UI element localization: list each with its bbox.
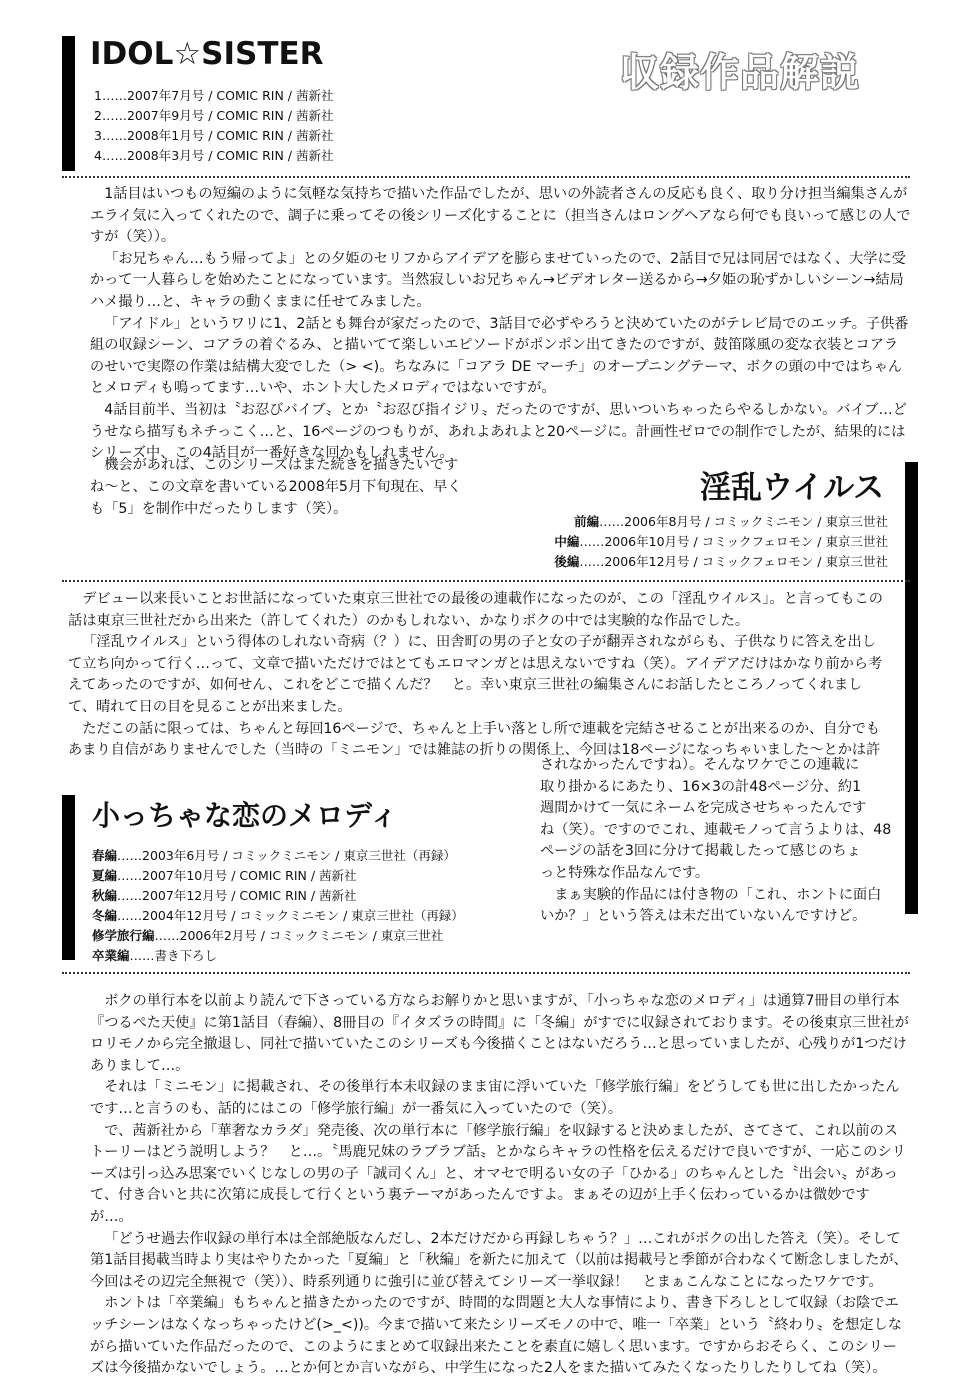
credit-detail: ……2006年8月号 / コミックミニモン / 東京三世社 bbox=[599, 514, 888, 529]
paragraph: ホントは「卒業編」もちゃんと描きたかったのですが、時間的な問題と大人な事情により、書き下ろしとして収録（お陰でエッチシーンはなくなっちゃったけど(>_<))。今まで描いて来たシリーズモノの中で、唯一「卒業」という〝終わり〟を想定しながら描いていた作品だったので、このようにまとめて収録出来たことを素直に嬉しく思います。ですからおそらく、このシリーズは今後描かないでしょう。…とか何とか言いながら、中学生になった2人をまた描いてみたくなったりしたりしてね（笑）。 bbox=[90, 1295, 902, 1377]
credit-line bbox=[92, 906, 464, 926]
credits-inran-virus bbox=[470, 512, 888, 572]
credit-label: 秋編 bbox=[92, 888, 118, 903]
paragraph: 4話目前半、当初は〝お忍びバイブ〟とか〝お忍び指イジリ〟だったのですが、思いついちゃったらやるしかない。バイブ…どうせなら描写もネチっこく…と、16ページのつもりが、あれよあれよと20ページに。計画性ゼロでの制作でしたが、結果的にはシリーズ中、この4話目が一番好きな回かもしれません。 bbox=[90, 401, 907, 462]
credit-line bbox=[470, 512, 888, 532]
text-line: 取り掛かるにあたり、16×3の計48ページ分、約1 bbox=[540, 778, 862, 795]
credit-line: 4……2008年3月号 / COMIC RIN / 茜新社 bbox=[94, 148, 334, 163]
paragraph: ただこの話に限っては、ちゃんと毎回16ページで、ちゃんと上手い落とし所で連載を完結させることが出来るのか、自分でもあまり自信がありませんでした（当時の「ミニモン」では雑誌の折りの関係上、今回は18ページになっちゃいました〜とかは許 bbox=[68, 720, 881, 759]
section-bar-idol-sister bbox=[62, 36, 75, 171]
section-title-idol-sister: IDOL☆SISTER bbox=[90, 36, 324, 72]
text-line: まぁ実験的作品には付き物の「これ、ホントに面白 bbox=[554, 886, 882, 903]
text-line: されなかったんですね）。そんなワケでこの連載に bbox=[540, 757, 860, 773]
credit-label: 中編 bbox=[554, 534, 580, 549]
credit-label: 春編 bbox=[92, 848, 118, 863]
credit-line: 3……2008年1月号 / COMIC RIN / 茜新社 bbox=[94, 128, 334, 143]
paragraph: 「淫乱ウイルス」という得体のしれない奇病（？）に、田舎町の男の子と女の子が翻弄されながらも、子供なりに答えを出して立ち向かって行く…って、文章で描いただけではとてもエロマンガとは思えないですね（笑）。アイデアだけはかなり前から考えてあったのですが、如何せん、これをどこで描くんだ？ と。幸い東京三世社の編集さんにお話したところノってくれまして、晴れて日の目を見ることが出来ました。 bbox=[68, 634, 883, 715]
text-line: ね〜と、この文章を書いている2008年5月下旬現在、早く bbox=[90, 479, 462, 495]
divider bbox=[62, 972, 910, 974]
credit-label: 卒業編 bbox=[92, 948, 130, 963]
paragraph: デビュー以来長いことお世話になっていた東京三世社での最後の連載作になったのが、この「淫乱ウイルス」。と言ってもこの話は東京三世社だから出来た（許してくれた）のかもしれない、かなりボクの中では実験的な作品でした。 bbox=[68, 591, 883, 629]
credit-line bbox=[92, 886, 464, 906]
credit-detail: ……書き下ろし bbox=[129, 948, 218, 963]
text-line: ページの話を3回に分けて掲載したって感じのちょ bbox=[540, 843, 861, 860]
text-line: いか？」という答えは未だ出ていないんですけど。 bbox=[540, 908, 867, 925]
continued-inran-virus bbox=[540, 755, 900, 928]
paragraph: 「どうせ過去作収録の単行本は全部絶版なんだし、2本だけだから再録しちゃう？」…これがボクの出した答え（笑）。そして第1話目掲載当時より実はやりたかった「夏編」と「秋編」を新たに加えて（以前は掲載号と季節が合わなくて断念しましたが、今回はその辺完全無視で（笑））、時系列通りに強引に並び替えてシリーズ一挙収録！ とまぁこんなことになったワケです。 bbox=[90, 1230, 908, 1290]
body-inran-virus bbox=[68, 589, 888, 762]
credit-line bbox=[470, 552, 888, 572]
credit-label: 後編 bbox=[554, 554, 580, 569]
credit-label: 前編 bbox=[574, 514, 600, 529]
credit-detail: ……2007年10月号 / COMIC RIN / 茜新社 bbox=[117, 868, 357, 883]
closing-idol-sister bbox=[90, 454, 510, 520]
section-title-inran-virus: 淫乱ウイルス bbox=[700, 470, 885, 506]
paragraph: それは「ミニモン」に掲載され、その後単行本未収録のまま宙に浮いていた「修学旅行編」をどうしても世に出したかったんです…と言うのも、話的にはこの「修学旅行編」が一番気に入っていたので（笑）。 bbox=[90, 1079, 900, 1117]
credit-line bbox=[92, 946, 464, 966]
credit-detail: ……2004年12月号 / コミックミニモン / 東京三世社（再録） bbox=[117, 908, 464, 923]
text-line: ね（笑）。ですのでこれ、連載モノって言うよりは、48 bbox=[540, 821, 892, 838]
page-header: 収録作品解説 bbox=[620, 51, 861, 96]
body-idol-sister bbox=[90, 184, 912, 465]
section-bar-chicchana bbox=[62, 795, 75, 960]
credit-line bbox=[92, 926, 464, 946]
paragraph: 1話目はいつもの短編のように気軽な気持ちで描いた作品でしたが、思いの外読者さんの反応も良く、取り分け担当編集さんがエライ気に入ってくれたので、調子に乗ってその後シリーズ化することに（担当さんはロングヘアなら何でも良いって感じの人ですが（笑））。 bbox=[90, 186, 911, 246]
credit-detail: ……2006年2月号 / コミックミニモン / 東京三世社 bbox=[154, 928, 444, 943]
section-title-chicchana: 小っちゃな恋のメロディ bbox=[92, 799, 398, 832]
paragraph: で、茜新社から「華奢なカラダ」発売後、次の単行本に「修学旅行編」を収録すると決めましたが、さてさて、これ以前のストーリーはどう説明しよう？ と…。〝馬鹿兄妹のラブラブ話〟とかならキャラの性格を伝えるだけで良いですが、一応このシリーズは引っ込み思案でいくじなしの男の子「誠司くん」と、オマセで明るい女の子「ひかる」のちゃんとした〝出会い〟があって、付き合いと共に次第に成長して行くという裏テーマがあったんですよ。まぁその辺が上手く伝わっているかは微妙ですが…。 bbox=[90, 1122, 906, 1225]
credit-detail: ……2006年12月号 / コミックフェロモン / 東京三世社 bbox=[579, 554, 888, 569]
credit-detail: ……2003年6月号 / コミックミニモン / 東京三世社（再録） bbox=[117, 848, 456, 863]
divider bbox=[62, 580, 910, 582]
text-line: っと特殊な作品なんです。 bbox=[540, 864, 710, 881]
credit-detail: ……2006年10月号 / コミックフェロモン / 東京三世社 bbox=[579, 534, 888, 549]
credit-line bbox=[92, 866, 464, 886]
divider bbox=[62, 176, 910, 178]
credit-detail: ……2007年12月号 / COMIC RIN / 茜新社 bbox=[117, 888, 357, 903]
credit-line bbox=[92, 846, 464, 866]
credit-line: 2……2007年9月号 / COMIC RIN / 茜新社 bbox=[94, 108, 334, 123]
credits-chicchana bbox=[92, 846, 464, 966]
paragraph: 「お兄ちゃん…もう帰ってよ」との夕姫のセリフからアイデアを膨らませていったので、2話目で兄は同居ではなく、大学に受かって一人暮らしを始めたことになっています。当然寂しいお兄ちゃん→ビデオレター送るから→夕姫の恥ずかしいシーン→結局ハメ撮り…と、キャラの動くままに任せてみました。 bbox=[90, 250, 906, 310]
paragraph: 「アイドル」というワリに1、2話とも舞台が家だったので、3話目で必ずやろうと決めていたのがテレビ局でのエッチ。子供番組の収録シーン、コアラの着ぐるみ、と描いてて楽しいエピソードがポンポン出てきたのですが、鼓笛隊風の変な衣装とコアラのせいで実際の作業は結構大変でした（> <)。ちなみに「コアラ DE マーチ」のオープニングテーマ、ボクの頭の中ではちゃんとメロディも鳴ってます…いや、ホント大したメロディではないですが。 bbox=[90, 315, 909, 397]
paragraph: ボクの単行本を以前より読んで下さっている方ならお解りかと思いますが、「小っちゃな恋のメロディ」は通算7冊目の単行本『つるぺた天使』に第1話目（春編）、8冊目の『イタズラの時間』に「冬編」がすでに収録されております。その後東京三世社がロリモノから完全撤退し、同社で描いていたこのシリーズも今後描くことはないだろう…と思っていましたが、心残りが1つだけありまして…。 bbox=[90, 993, 909, 1074]
text-line: 機会があれば、このシリーズはまた続きを描きたいです bbox=[104, 457, 459, 473]
credit-line bbox=[470, 532, 888, 552]
credit-line: 1……2007年7月号 / COMIC RIN / 茜新社 bbox=[94, 88, 334, 103]
body-chicchana bbox=[90, 991, 910, 1380]
text-line: も「5」を制作中だったりします（笑）。 bbox=[90, 501, 348, 517]
credit-label: 冬編 bbox=[92, 908, 118, 923]
credits-idol-sister bbox=[94, 86, 334, 166]
text-line: 週間かけて一気にネームを完成させちゃったんです bbox=[540, 800, 867, 817]
credit-label: 夏編 bbox=[92, 868, 118, 883]
section-bar-inran-virus bbox=[905, 462, 918, 914]
credit-label: 修学旅行編 bbox=[92, 928, 155, 943]
